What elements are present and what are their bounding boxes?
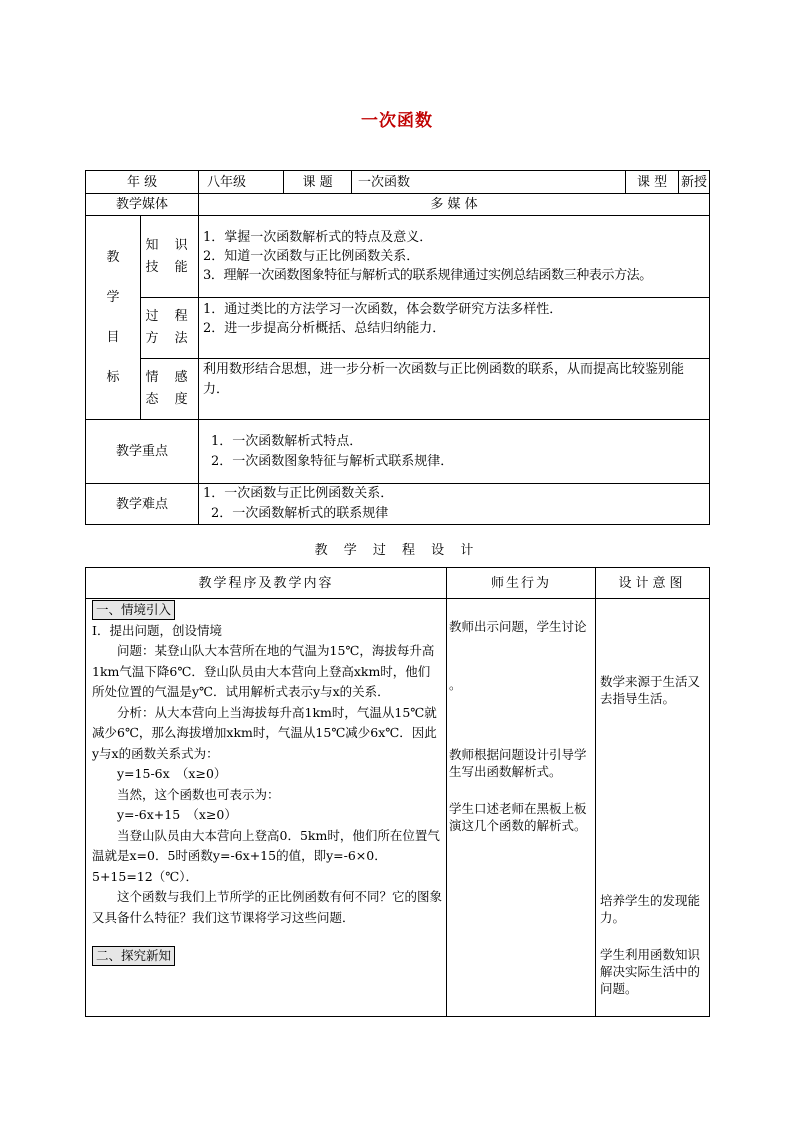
design-intent-3: 学生利用函数知识解决实际生活中的问题。 bbox=[600, 947, 701, 996]
also-text: 当然，这个函数也可表示为： bbox=[117, 786, 280, 802]
process-goals bbox=[199, 298, 710, 359]
grade-value: 八年级 bbox=[199, 171, 284, 194]
analysis-text: 分析：从大本营向上当海拔每升高1km时，气温从15℃就减少6℃，那么海拔增加xkm时，气温从15℃减少6x℃．因此y与x的函数关系式为： bbox=[92, 704, 437, 761]
problem-text: 问题：某登山队大本营所在地的气温为15℃，海拔每升高1km气温下降6℃．登山队员由大本营向上登高xkm时，他们所处位置的气温是y℃．试用解析式表示y与x的关系． bbox=[92, 643, 435, 699]
topic-label: 课 题 bbox=[284, 171, 352, 194]
emotion-label bbox=[141, 359, 199, 420]
knowledge-goals bbox=[199, 216, 710, 298]
difficult-point: 2．一次函数解析式的联系规律 bbox=[211, 506, 389, 521]
process-label bbox=[141, 298, 199, 359]
design-intent-2: 培养学生的发现能力。 bbox=[600, 893, 701, 925]
design-intent-1: 数学来源于生活又去指导生活。 bbox=[600, 674, 701, 706]
difficult-points-label: 教学难点 bbox=[86, 484, 199, 525]
objectives-label bbox=[86, 216, 141, 420]
media-value: 多 媒 体 bbox=[199, 194, 710, 216]
knowledge-label-line: 技 能 bbox=[145, 259, 194, 275]
objectives-char: 标 bbox=[106, 369, 120, 385]
teacher-action-3: 学生口述老师在黑板上板演这几个函数的解析式。 bbox=[449, 801, 587, 833]
teacher-action-1b: 。 bbox=[449, 677, 462, 692]
objectives-char: 目 bbox=[106, 329, 120, 345]
knowledge-label-line: 知 识 bbox=[145, 237, 194, 253]
emotion-label-line: 情 感 bbox=[145, 370, 194, 385]
header-content: 教学程序及教学内容 bbox=[86, 568, 447, 599]
knowledge-goal: 2．知道一次函数与正比例函数关系． bbox=[203, 249, 420, 264]
process-label-line: 过 程 bbox=[145, 309, 194, 324]
climb-text: 当登山队员由大本营向上登高0．5km时，他们所在位置气温就是x=0．5时函数y=-6x+15的值，即y=-6×0．5+15=12（℃）． bbox=[92, 827, 440, 884]
difficult-point: 1．一次函数与正比例函数关系． bbox=[203, 486, 394, 501]
media-label: 教学媒体 bbox=[86, 194, 199, 216]
formula: y=15-6x （x≥0） bbox=[117, 766, 227, 781]
process-goal: 2．进一步提高分析概括、总结归纳能力． bbox=[203, 321, 446, 336]
knowledge-label bbox=[141, 216, 199, 298]
knowledge-goal: 3．理解一次函数图象特征与解析式的联系规律通过实例总结函数三种表示方法。 bbox=[203, 268, 652, 283]
emotion-goal: 利用数形结合思想，进一步分析一次函数与正比例函数的联系，从而提高比较鉴别能力． bbox=[199, 359, 710, 420]
key-point: 1．一次函数解析式特点． bbox=[211, 433, 363, 449]
page-title: 一次函数 bbox=[361, 111, 433, 131]
type-label: 课 型 bbox=[626, 171, 679, 194]
objectives-char: 教 bbox=[106, 249, 120, 265]
header-teacher: 师生行为 bbox=[447, 568, 596, 599]
question-text: 这个函数与我们上节所学的正比例函数有何不同？它的图象又具备什么特征？我们这节课将学习这些问题． bbox=[92, 889, 443, 925]
difficult-points bbox=[199, 484, 710, 525]
process-goal: 1．通过类比的方法学习一次函数，体会数学研究方法多样性． bbox=[203, 302, 563, 317]
section-heading-1: 一、情境引入 bbox=[92, 600, 175, 620]
grade-label: 年 级 bbox=[86, 171, 199, 194]
objectives-char: 学 bbox=[106, 289, 120, 305]
header-design: 设计意图 bbox=[596, 568, 710, 599]
key-points-label: 教学重点 bbox=[86, 420, 199, 484]
formula: y=-6x+15 （x≥0） bbox=[117, 807, 237, 822]
process-label-line: 方 法 bbox=[145, 331, 194, 346]
teacher-action-1: 教师出示问题，学生讨论 bbox=[449, 619, 587, 634]
key-points bbox=[199, 420, 710, 484]
process-title: 教 学 过 程 设 计 bbox=[314, 543, 480, 558]
subheading: Ⅰ．提出问题，创设情境 bbox=[92, 622, 222, 638]
type-value: 新授 bbox=[679, 171, 710, 194]
lesson-content bbox=[92, 600, 442, 967]
lesson-info-table bbox=[85, 170, 710, 525]
key-point: 2．一次函数图象特征与解析式联系规律． bbox=[211, 453, 454, 469]
knowledge-goal: 1．掌握一次函数解析式的特点及意义． bbox=[203, 230, 433, 245]
emotion-label-line: 态 度 bbox=[145, 392, 194, 407]
teacher-action-2: 教师根据问题设计引导学生写出函数解析式。 bbox=[449, 747, 587, 779]
section-heading-2: 二、探究新知 bbox=[92, 946, 175, 966]
topic-value: 一次函数 bbox=[352, 171, 626, 194]
